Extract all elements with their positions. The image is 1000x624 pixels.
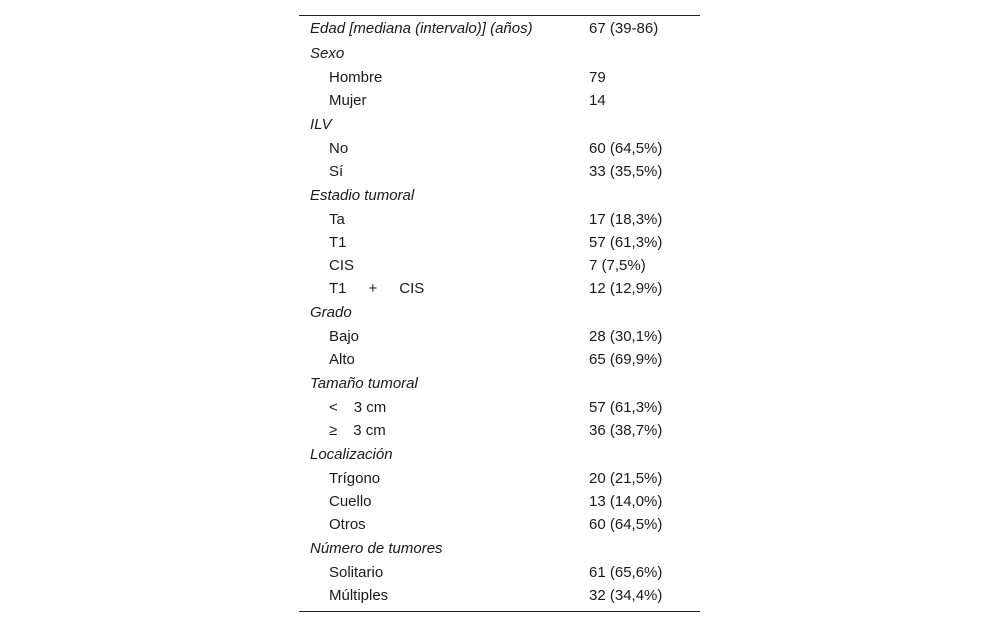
row-value: 61 (65,6%) [589, 564, 663, 581]
row-value: 7 (7,5%) [589, 257, 646, 274]
row-label: Múltiples [329, 587, 389, 604]
table-row [299, 277, 700, 300]
row-label: T1 [329, 234, 347, 251]
table-row [299, 371, 700, 396]
row-value: 36 (38,7%) [589, 422, 663, 439]
table-row [299, 490, 700, 513]
less-than-symbol: < [329, 399, 338, 416]
table-row [299, 183, 700, 208]
row-value: 60 (64,5%) [589, 516, 663, 533]
row-value: 65 (69,9%) [589, 351, 663, 368]
row-value: 14 [589, 92, 606, 109]
section-label: Número de tumores [310, 540, 443, 557]
row-label: Hombre [329, 69, 383, 86]
row-value: 13 (14,0%) [589, 493, 663, 510]
row-label: CIS [329, 257, 355, 274]
row-value: 57 (61,3%) [589, 234, 663, 251]
section-label: Tamaño tumoral [310, 375, 418, 392]
table-row [299, 89, 700, 112]
row-label: Trígono [329, 470, 381, 487]
table-row [299, 325, 700, 348]
row-value: 32 (34,4%) [589, 587, 663, 604]
row-value: 12 (12,9%) [589, 280, 663, 297]
table-row [299, 254, 700, 277]
table-row [299, 66, 700, 89]
row-label [329, 419, 386, 442]
label-part-cis: CIS [399, 280, 425, 297]
table-row [299, 442, 700, 467]
row-value: 79 [589, 69, 606, 86]
table-row [299, 536, 700, 561]
row-value: 17 (18,3%) [589, 211, 663, 228]
section-label: Sexo [310, 45, 345, 62]
row-label: Solitario [329, 564, 384, 581]
row-label: Alto [329, 351, 355, 368]
row-label: Bajo [329, 328, 360, 345]
row-value: 20 (21,5%) [589, 470, 663, 487]
row-label: Mujer [329, 92, 367, 109]
table-row [299, 137, 700, 160]
row-value: 33 (35,5%) [589, 163, 663, 180]
section-label: Grado [310, 304, 352, 321]
table-row [299, 584, 700, 607]
label-part-plus: + [368, 280, 378, 297]
row-value: 28 (30,1%) [589, 328, 663, 345]
label-part-size: 3 cm [353, 399, 387, 416]
section-label: Estadio tumoral [310, 187, 415, 204]
label-part-t1: T1 [329, 280, 347, 297]
table-row [299, 41, 700, 66]
row-label [329, 277, 424, 300]
row-label: Cuello [329, 493, 372, 510]
table-row [299, 561, 700, 584]
row-value: 57 (61,3%) [589, 399, 663, 416]
table-row [299, 396, 700, 419]
table-row [299, 348, 700, 371]
table-row [299, 513, 700, 536]
table-row [299, 231, 700, 254]
table-row [299, 16, 700, 41]
row-label: Otros [329, 516, 366, 533]
table-row [299, 419, 700, 442]
table-row [299, 208, 700, 231]
patient-characteristics-table [299, 15, 700, 612]
section-label: ILV [310, 116, 332, 133]
table-row [299, 112, 700, 137]
row-value: 60 (64,5%) [589, 140, 663, 157]
row-label: Sí [329, 163, 344, 180]
row-label: Ta [329, 211, 345, 228]
table-row [299, 467, 700, 490]
row-value: 67 (39-86) [589, 20, 659, 37]
section-label: Localización [310, 446, 393, 463]
row-label: Edad [mediana (intervalo)] (años) [310, 20, 533, 37]
row-label [329, 396, 386, 419]
label-part-size: 3 cm [353, 422, 386, 439]
greater-equal-symbol: ≥ [329, 422, 338, 439]
row-label: No [329, 140, 349, 157]
table-row [299, 160, 700, 183]
table-row [299, 300, 700, 325]
